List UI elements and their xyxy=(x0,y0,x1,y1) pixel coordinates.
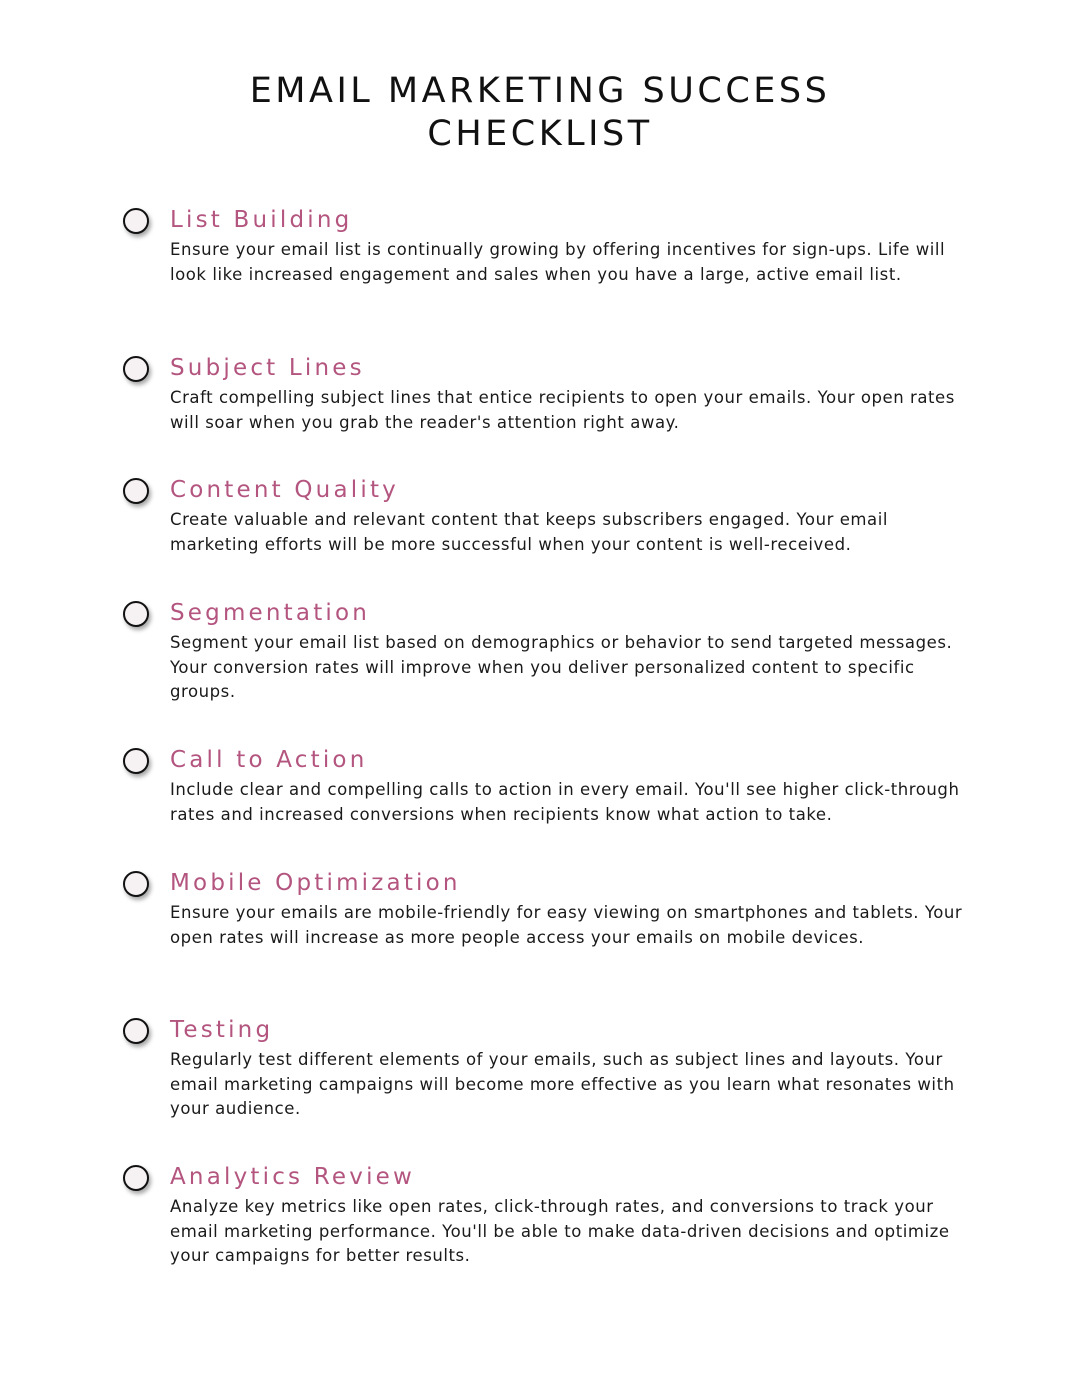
checkbox-circle-icon[interactable] xyxy=(123,1018,149,1044)
page-title-line-1: EMAIL MARKETING SUCCESS xyxy=(249,71,831,111)
checkbox-circle-icon[interactable] xyxy=(123,601,149,627)
item-heading: Mobile Optimization xyxy=(170,870,461,896)
checkbox-circle-icon[interactable] xyxy=(123,748,149,774)
checkbox-circle-icon[interactable] xyxy=(123,208,149,234)
item-heading: Testing xyxy=(170,1017,274,1043)
item-heading: Segmentation xyxy=(170,600,371,626)
item-description: Analyze key metrics like open rates, click-through rates, and conversions to track your email marketing performance. You'll be able to make data-driven decisions and optimize your campaigns for better results. xyxy=(170,1197,950,1266)
item-description: Ensure your emails are mobile-friendly for easy viewing on smartphones and tablets. Your open rates will increase as more people access your emails on mobile devices. xyxy=(170,903,963,947)
checkbox-circle-icon[interactable] xyxy=(123,1165,149,1191)
item-description: Create valuable and relevant content that keeps subscribers engaged. Your email marketing efforts will be more successful when your content is well-received. xyxy=(170,510,888,554)
page-title-line-2: CHECKLIST xyxy=(427,114,653,154)
checkbox-circle-icon[interactable] xyxy=(123,478,149,504)
item-description: Segment your email list based on demographics or behavior to send targeted messages. Your conversion rates will improve when you deliver personalized content to specific groups. xyxy=(170,633,953,702)
item-heading: Subject Lines xyxy=(170,355,365,381)
item-heading: Analytics Review xyxy=(170,1164,416,1190)
item-heading: List Building xyxy=(170,207,353,233)
item-description: Craft compelling subject lines that entice recipients to open your emails. Your open rates will soar when you grab the reader's attention right away. xyxy=(170,388,955,432)
item-description: Ensure your email list is continually growing by offering incentives for sign-ups. Life will look like increased engagement and sales when you have a large, active email list. xyxy=(170,240,946,284)
checkbox-circle-icon[interactable] xyxy=(123,356,149,382)
item-description: Include clear and compelling calls to action in every email. You'll see higher click-through rates and increased conversions when recipients know what action to take. xyxy=(170,780,960,824)
checkbox-circle-icon[interactable] xyxy=(123,871,149,897)
item-description: Regularly test different elements of your emails, such as subject lines and layouts. Your email marketing campaigns will become more effective as you learn what resonates with your audience. xyxy=(170,1050,955,1119)
item-heading: Content Quality xyxy=(170,477,399,503)
item-heading: Call to Action xyxy=(170,747,368,773)
